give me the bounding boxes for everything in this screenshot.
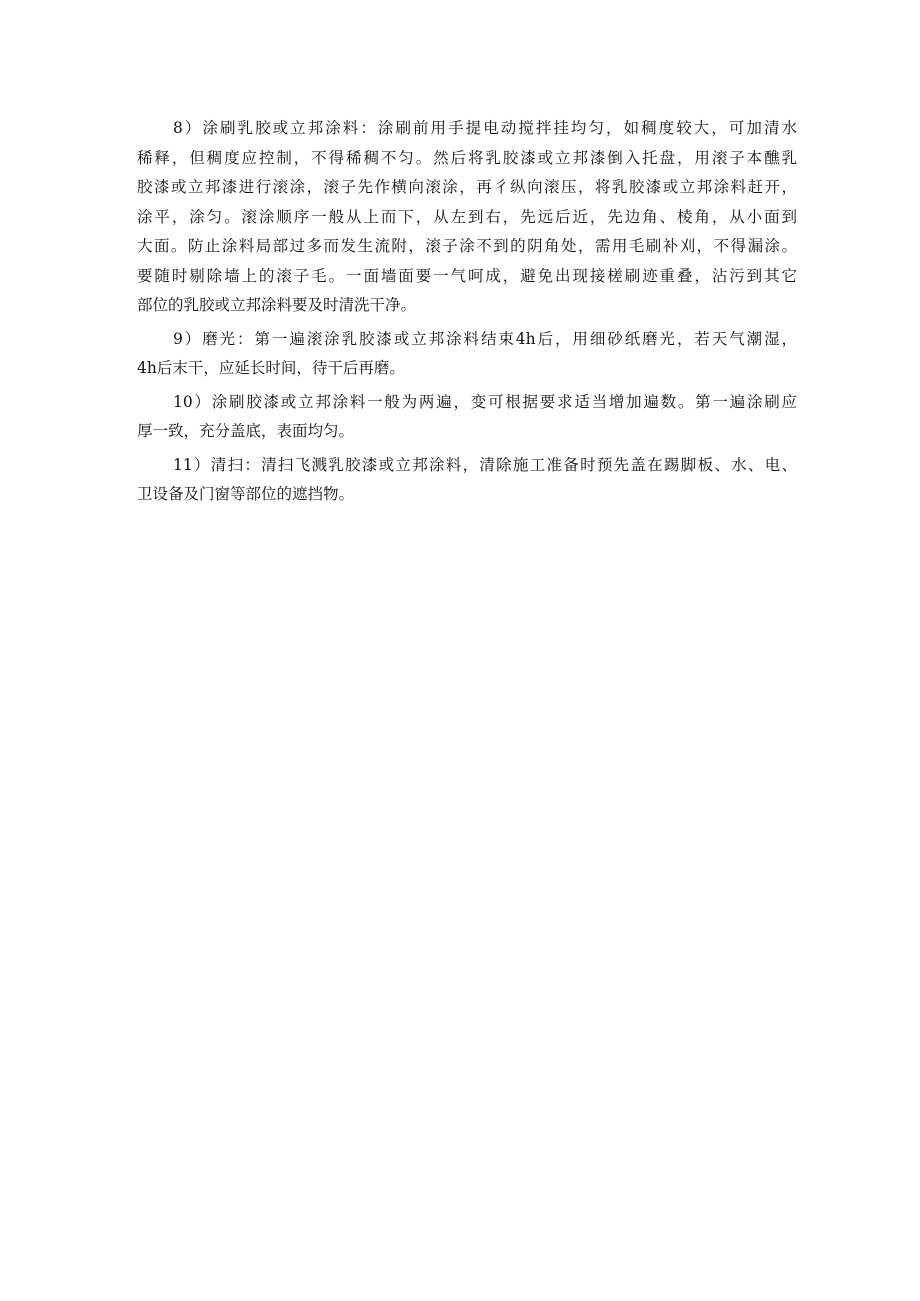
text-line: 部位的乳胶或立邦涂料要及时清洗干净。 [137, 296, 417, 314]
text-line: 8）涂刷乳胶或立邦涂料：涂刷前用手提电动搅拌挂均匀，如稠度较大，可加清水 [173, 119, 797, 137]
text-line: 大面。防止涂料局部过多而发生流附，滚子涂不到的阴角处，需用毛刷补刈，不得漏涂。 [137, 237, 797, 255]
paragraph-9-polishing [137, 325, 797, 384]
text-line: 胶漆或立邦漆进行滚涂，滚子先作横向滚涂，再彳纵向滚压，将乳胶漆或立邦涂料赶开， [137, 178, 797, 196]
text-line: 10）涂刷胶漆或立邦涂料一般为两遍，变可根据要求适当增加遍数。第一遍涂刷应 [173, 392, 797, 411]
text-line: 涂平，涂匀。滚涂顺序一般从上而下，从左到右，先远后近，先边角、棱角，从小面到 [137, 207, 797, 226]
text-line: 厚一致，充分盖底，表面均匀。 [137, 422, 355, 440]
paragraph-8-roller-coating [137, 114, 797, 321]
text-line: 9）磨光：第一遍滚涂乳胶漆或立邦涂料结束4h后，用细砂纸磨光，若天气潮湿， [173, 329, 797, 348]
text-line: 稀释，但稠度应控制，不得稀稠不匀。然后将乳胶漆或立邦漆倒入托盘，用滚子本醮乳 [137, 148, 797, 167]
text-line: 4h后末干，应延长时间，待干后再磨。 [137, 359, 405, 377]
document-body [137, 114, 797, 514]
paragraph-10-coats [137, 388, 797, 447]
text-line: 要随时剔除墙上的滚子毛。一面墙面要一气呵成，避免出现接槎刷迹重叠，沾污到其它 [137, 266, 797, 285]
text-line: 卫设备及门窗等部位的遮挡物。 [137, 485, 355, 503]
text-line: 11）清扫：清扫飞溅乳胶漆或立邦涂料，清除施工准备时预先盖在踢脚板、水、电、 [173, 455, 797, 474]
paragraph-11-cleanup [137, 451, 797, 510]
